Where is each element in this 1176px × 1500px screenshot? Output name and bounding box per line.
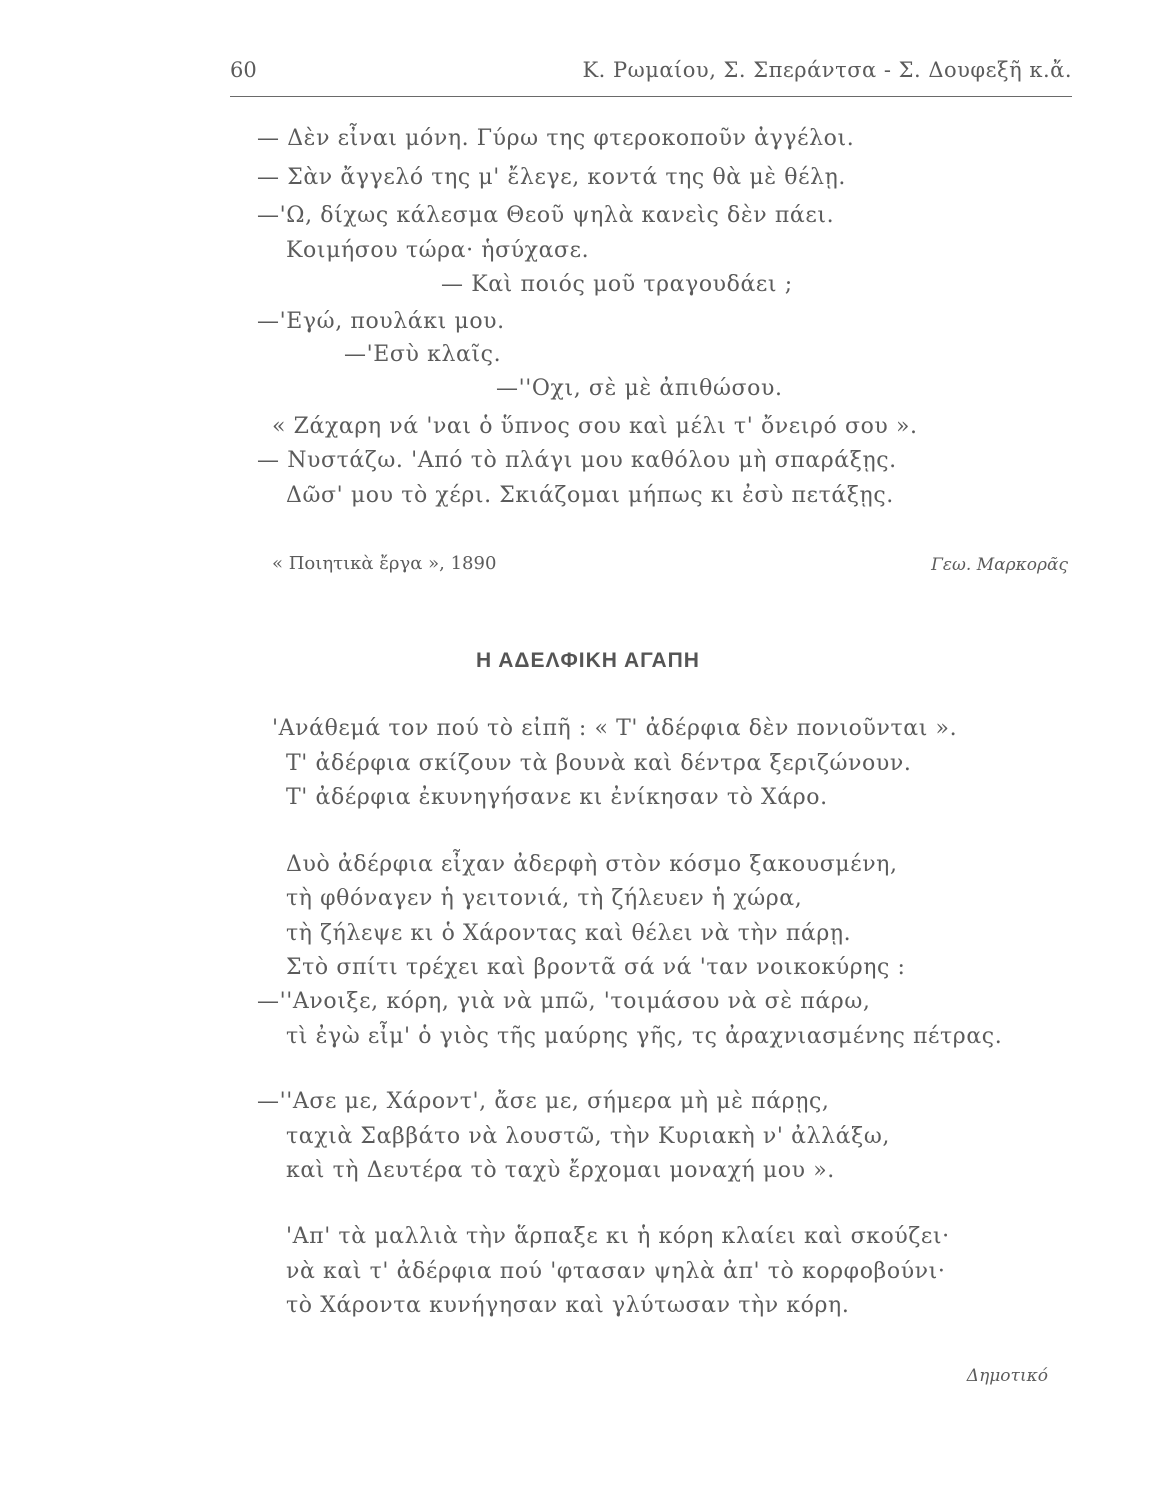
- poem-line: « Ζάχαρη νά 'ναι ὁ ὕπνος σου καὶ μέλι τ' ὄνειρό σου ».: [272, 414, 918, 439]
- poem-line: — Δὲν εἶναι μόνη. Γύρω της φτεροκοποῦν ἀγγέλοι.: [257, 126, 855, 151]
- poem-line: ταχιὰ Σαββάτο νὰ λουστῶ, τὴν Κυριακὴ ν' ἀλλάξω,: [286, 1124, 890, 1149]
- poem-line: —''Ανοιξε, κόρη, γιὰ νὰ μπῶ, 'τοιμάσου νὰ σὲ πάρω,: [257, 989, 871, 1014]
- poem-line: — Νυστάζω. 'Από τὸ πλάγι μου καθόλου μὴ σπαράξῃς.: [257, 448, 897, 473]
- poem-line: τὴ ζήλεψε κι ὁ Χάροντας καὶ θέλει νὰ τὴν πάρῃ.: [286, 921, 852, 946]
- poem-line: —''Ασε με, Χάροντ', ἄσε με, σήμερα μὴ μὲ πάρῃς,: [257, 1089, 830, 1114]
- poem-line: —'Ω, δίχως κάλεσμα Θεοῦ ψηλὰ κανεὶς δὲν πάει.: [257, 203, 835, 228]
- poem-line: Δυὸ ἀδέρφια εἶχαν ἀδερφὴ στὸν κόσμο ξακουσμένη,: [286, 852, 898, 877]
- poem-line: Τ' ἀδέρφια σκίζουν τὰ βουνὰ καὶ δέντρα ξεριζώνουν.: [286, 751, 912, 776]
- poem-source: Δημοτικό: [966, 1366, 1048, 1386]
- poem-line: 'Ανάθεμά τον πού τὸ εἰπῆ : « Τ' ἀδέρφια δὲν πονιοῦνται ».: [272, 716, 958, 741]
- page-header: [230, 50, 1072, 97]
- poem-line: 'Απ' τὰ μαλλιὰ τὴν ἅρπαξε κι ἡ κόρη κλαίει καὶ σκούζει·: [286, 1224, 950, 1249]
- poem-line: Κοιμήσου τώρα· ἡσύχασε.: [286, 238, 590, 263]
- poem-line: — Καὶ ποιός μοῦ τραγουδάει ;: [441, 272, 793, 297]
- poem-line: —'Εσὺ κλαῖς.: [344, 342, 502, 367]
- poem-title: Η ΑΔΕΛΦΙΚΗ ΑΓΑΠΗ: [476, 649, 700, 672]
- poem-author: Γεω. Μαρκορᾶς: [931, 555, 1068, 575]
- poem-line: καὶ τὴ Δευτέρα τὸ ταχὺ ἔρχομαι μοναχή μου ».: [286, 1158, 835, 1183]
- poem-line: —'Εγώ, πουλάκι μου.: [257, 309, 505, 334]
- poem-line: τὶ ἐγὼ εἶμ' ὁ γιὸς τῆς μαύρης γῆς, τς ἀραχνιασμένης πέτρας.: [286, 1024, 1003, 1049]
- poem-line: Δῶσ' μου τὸ χέρι. Σκιάζομαι μήπως κι ἐσὺ πετάξῃς.: [286, 483, 894, 508]
- poem-line: νὰ καὶ τ' ἀδέρφια πού 'φτασαν ψηλὰ ἀπ' τὸ κορφοβούνι·: [286, 1259, 946, 1284]
- page-number: 60: [230, 58, 257, 82]
- poem-line: τὸ Χάροντα κυνήγησαν καὶ γλύτωσαν τὴν κόρη.: [286, 1293, 850, 1318]
- running-head: Κ. Ρωμαίου, Σ. Σπεράντσα - Σ. Δουφεξῆ κ.ἄ.: [582, 58, 1072, 82]
- poem-line: —''Οχι, σὲ μὲ ἀπιθώσου.: [496, 376, 783, 401]
- poem-line: — Σὰν ἄγγελό της μ' ἔλεγε, κοντά της θὰ μὲ θέλῃ.: [257, 165, 846, 190]
- poem-source: « Ποιητικὰ ἔργα », 1890: [272, 553, 497, 574]
- poem-line: Στὸ σπίτι τρέχει καὶ βροντᾶ σά νά 'ταν νοικοκύρης :: [286, 955, 906, 980]
- poem-line: τὴ φθόναγεν ἡ γειτονιά, τὴ ζήλευεν ἡ χώρα,: [286, 886, 803, 911]
- poem-line: Τ' ἀδέρφια ἐκυνηγήσανε κι ἐνίκησαν τὸ Χάρο.: [286, 785, 828, 810]
